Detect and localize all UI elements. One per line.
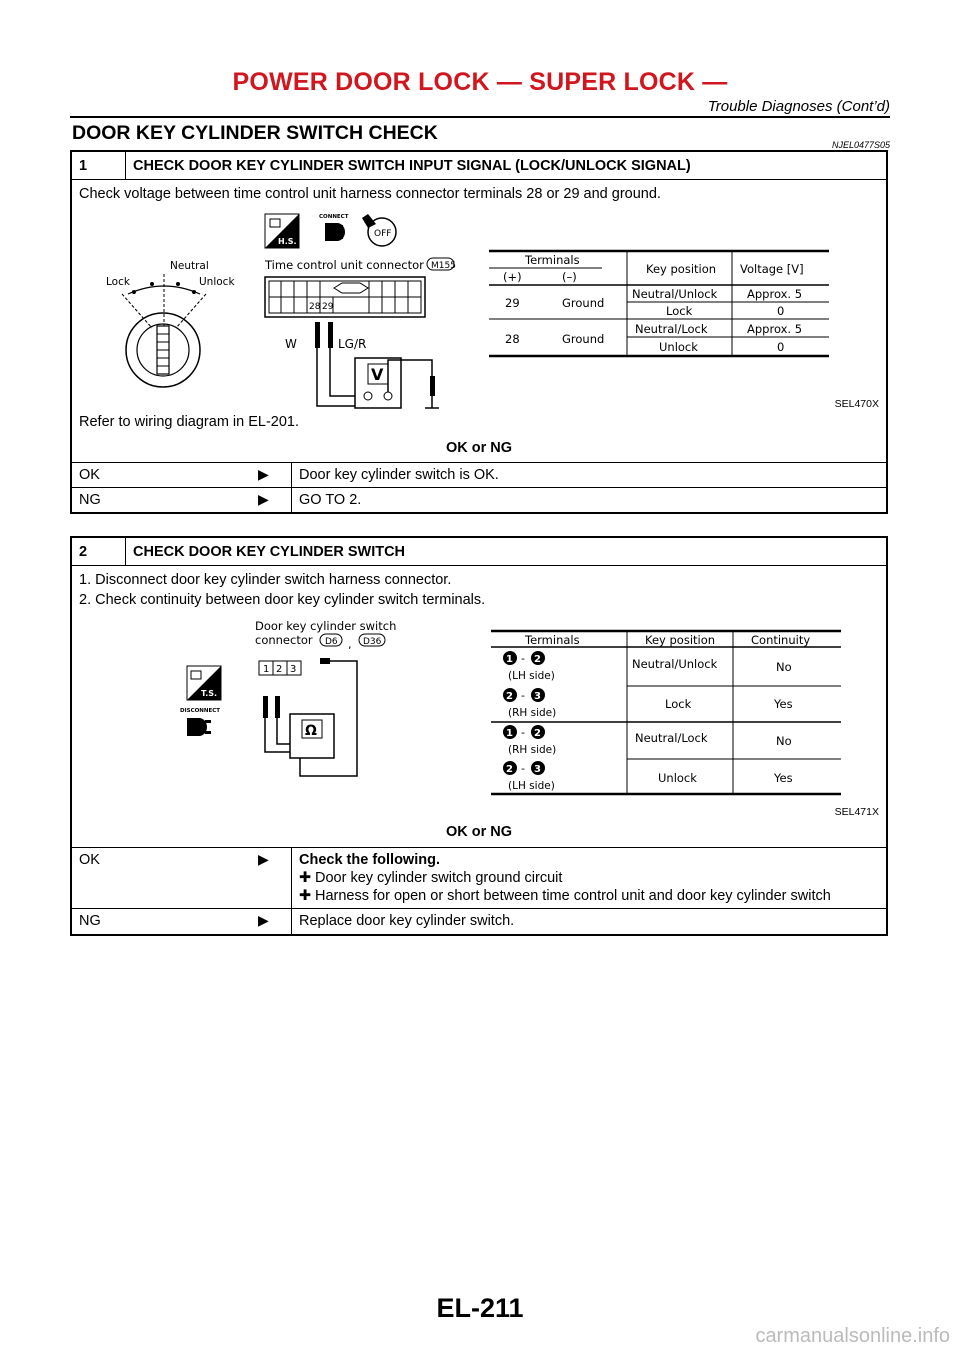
voltmeter-v-label: V bbox=[371, 365, 384, 384]
result-key: OK bbox=[79, 852, 100, 868]
result-item: Door key cylinder switch ground circuit bbox=[315, 870, 563, 886]
td-key: Neutral/Unlock bbox=[632, 657, 718, 671]
header-subtitle: Trouble Diagnoses (Cont’d) bbox=[707, 98, 890, 115]
th-minus: (–) bbox=[562, 270, 577, 284]
disconnect-label: DISCONNECT bbox=[180, 708, 221, 714]
svg-text:-: - bbox=[521, 762, 525, 775]
step-2-box bbox=[70, 536, 888, 936]
result-title: Check the following. bbox=[299, 852, 440, 868]
result-ng-row bbox=[72, 488, 886, 513]
figure-id: SEL471X bbox=[834, 806, 879, 818]
step-2-instruction-1: 1. Disconnect door key cylinder switch harness connector. bbox=[79, 572, 452, 588]
td-terminal: 29 bbox=[505, 296, 520, 310]
arrow-icon: ▶ bbox=[258, 491, 269, 507]
td-side: (RH side) bbox=[508, 707, 557, 719]
result-key: OK bbox=[79, 467, 100, 483]
wire-w-label: W bbox=[285, 337, 297, 351]
pin-3-label: 3 bbox=[290, 664, 297, 675]
svg-text:-: - bbox=[521, 726, 525, 739]
arrow-icon: ▶ bbox=[258, 851, 269, 867]
step-1-body bbox=[72, 180, 886, 463]
figure-id: SEL470X bbox=[834, 398, 879, 410]
arrow-icon: ▶ bbox=[258, 912, 269, 928]
td-key: Neutral/Unlock bbox=[632, 287, 718, 301]
td-side: (LH side) bbox=[508, 780, 555, 792]
hs-icon bbox=[265, 214, 299, 248]
td-terminal-b: 2 bbox=[534, 728, 541, 739]
td-continuity: Yes bbox=[774, 697, 793, 711]
header-rule bbox=[70, 116, 890, 118]
ohmmeter-circuit bbox=[263, 658, 357, 776]
td-continuity: No bbox=[776, 734, 792, 748]
td-key: Neutral/Lock bbox=[635, 731, 708, 745]
result-value: GO TO 2. bbox=[299, 492, 362, 508]
connector-label-1: Door key cylinder switch bbox=[255, 619, 397, 633]
connect-icon bbox=[319, 214, 349, 241]
td-voltage: 0 bbox=[777, 340, 785, 354]
continuity-check-figure bbox=[72, 616, 886, 816]
connector-id-d6: D6 bbox=[325, 637, 338, 647]
continuity-table bbox=[491, 631, 841, 794]
bullet-icon: ✚ bbox=[299, 888, 312, 904]
wire-lgr-label: LG/R bbox=[338, 337, 367, 351]
step-2-instruction-2: 2. Check continuity between door key cylinder switch terminals. bbox=[79, 592, 486, 608]
ok-or-ng-label: OK or NG bbox=[445, 440, 513, 456]
pin-2-label: 2 bbox=[276, 664, 283, 675]
td-terminal-a: 1 bbox=[506, 728, 513, 739]
th-terminals: Terminals bbox=[525, 253, 580, 267]
pin-28-label: 28 bbox=[309, 302, 321, 312]
svg-text:-: - bbox=[521, 652, 525, 665]
connector-label: Time control unit connector bbox=[265, 258, 424, 272]
td-voltage: Approx. 5 bbox=[747, 287, 803, 301]
result-value: Replace door key cylinder switch. bbox=[299, 913, 515, 929]
td-continuity: No bbox=[776, 660, 792, 674]
result-ok-row bbox=[72, 848, 886, 909]
section-title: DOOR KEY CYLINDER SWITCH CHECK bbox=[72, 122, 438, 144]
watermark: carmanualsonline.info bbox=[755, 1325, 950, 1347]
td-terminal-a: 2 bbox=[506, 764, 513, 775]
td-ground: Ground bbox=[562, 296, 605, 310]
td-side: (RH side) bbox=[508, 744, 557, 756]
result-ok-row bbox=[72, 463, 886, 488]
page-number: EL-211 bbox=[436, 1293, 524, 1323]
step-1-box bbox=[70, 150, 888, 514]
voltage-check-figure bbox=[72, 210, 886, 410]
door-key-cylinder-connector bbox=[259, 661, 301, 675]
td-voltage: Approx. 5 bbox=[747, 322, 803, 336]
disconnect-icon bbox=[180, 708, 220, 736]
step-2-body bbox=[72, 566, 886, 848]
td-voltage: 0 bbox=[777, 304, 785, 318]
ignition-off-icon bbox=[362, 214, 396, 246]
connector-id: M155 bbox=[431, 261, 456, 271]
td-terminal-a: 1 bbox=[506, 654, 513, 665]
td-terminal: 28 bbox=[505, 332, 520, 346]
td-key: Neutral/Lock bbox=[635, 322, 708, 336]
voltage-table bbox=[489, 251, 829, 356]
connector-id-d36: D36 bbox=[363, 637, 382, 647]
th-key-position: Key position bbox=[645, 633, 716, 647]
result-value: Door key cylinder switch is OK. bbox=[299, 467, 499, 483]
step-1-instruction: Check voltage between time control unit harness connector terminals 28 or 29 and ground. bbox=[79, 186, 661, 202]
step-title: CHECK DOOR KEY CYLINDER SWITCH INPUT SIGNAL (LOCK/UNLOCK SIGNAL) bbox=[133, 158, 691, 174]
th-voltage: Voltage [V] bbox=[740, 262, 804, 276]
result-key: NG bbox=[79, 492, 101, 508]
th-key-position: Key position bbox=[646, 262, 717, 276]
result-item: Harness for open or short between time control unit and door key cylinder switch bbox=[315, 888, 831, 904]
bullet-icon: ✚ bbox=[299, 870, 312, 886]
wiring-reference: Refer to wiring diagram in EL-201. bbox=[79, 414, 300, 430]
arrow-icon: ▶ bbox=[258, 466, 269, 482]
td-terminal-b: 2 bbox=[534, 654, 541, 665]
td-terminal-a: 2 bbox=[506, 691, 513, 702]
dial-neutral-label: Neutral bbox=[170, 260, 209, 272]
step-number: 2 bbox=[79, 544, 88, 560]
ts-icon bbox=[187, 666, 221, 700]
th-continuity: Continuity bbox=[751, 633, 811, 647]
svg-text:-: - bbox=[521, 689, 525, 702]
td-ground: Ground bbox=[562, 332, 605, 346]
time-control-unit-connector bbox=[265, 277, 425, 317]
ok-or-ng-label: OK or NG bbox=[445, 824, 513, 840]
pin-29-label: 29 bbox=[322, 302, 334, 312]
connect-label: CONNECT bbox=[319, 214, 349, 220]
td-key: Unlock bbox=[659, 340, 698, 354]
ts-label: T.S. bbox=[201, 689, 218, 698]
hs-label: H.S. bbox=[278, 237, 297, 246]
pin-1-label: 1 bbox=[263, 664, 270, 675]
dial-lock-label: Lock bbox=[106, 276, 130, 288]
ohmmeter-label: Ω bbox=[305, 723, 317, 739]
td-key: Lock bbox=[665, 697, 692, 711]
header-title: POWER DOOR LOCK — SUPER LOCK — bbox=[232, 68, 728, 96]
td-key: Lock bbox=[666, 304, 693, 318]
th-terminals: Terminals bbox=[525, 633, 580, 647]
td-terminal-b: 3 bbox=[534, 691, 541, 702]
dial-unlock-label: Unlock bbox=[199, 276, 235, 288]
result-ng-row bbox=[72, 909, 886, 934]
td-continuity: Yes bbox=[774, 771, 793, 785]
voltmeter-circuit bbox=[285, 322, 439, 410]
th-plus: (+) bbox=[503, 270, 522, 284]
step-2-header bbox=[72, 538, 886, 566]
result-key: NG bbox=[79, 913, 101, 929]
section-code: NJEL0477S05 bbox=[831, 140, 890, 150]
td-side: (LH side) bbox=[508, 670, 555, 682]
connector-label-2: connector bbox=[255, 633, 313, 647]
step-1-header bbox=[72, 152, 886, 180]
off-label: OFF bbox=[374, 229, 392, 239]
key-dial-illustration bbox=[106, 260, 235, 387]
td-key: Unlock bbox=[658, 771, 697, 785]
svg-text:,: , bbox=[348, 638, 352, 651]
step-number: 1 bbox=[79, 158, 88, 174]
td-terminal-b: 3 bbox=[534, 764, 541, 775]
step-title: CHECK DOOR KEY CYLINDER SWITCH bbox=[133, 544, 406, 560]
